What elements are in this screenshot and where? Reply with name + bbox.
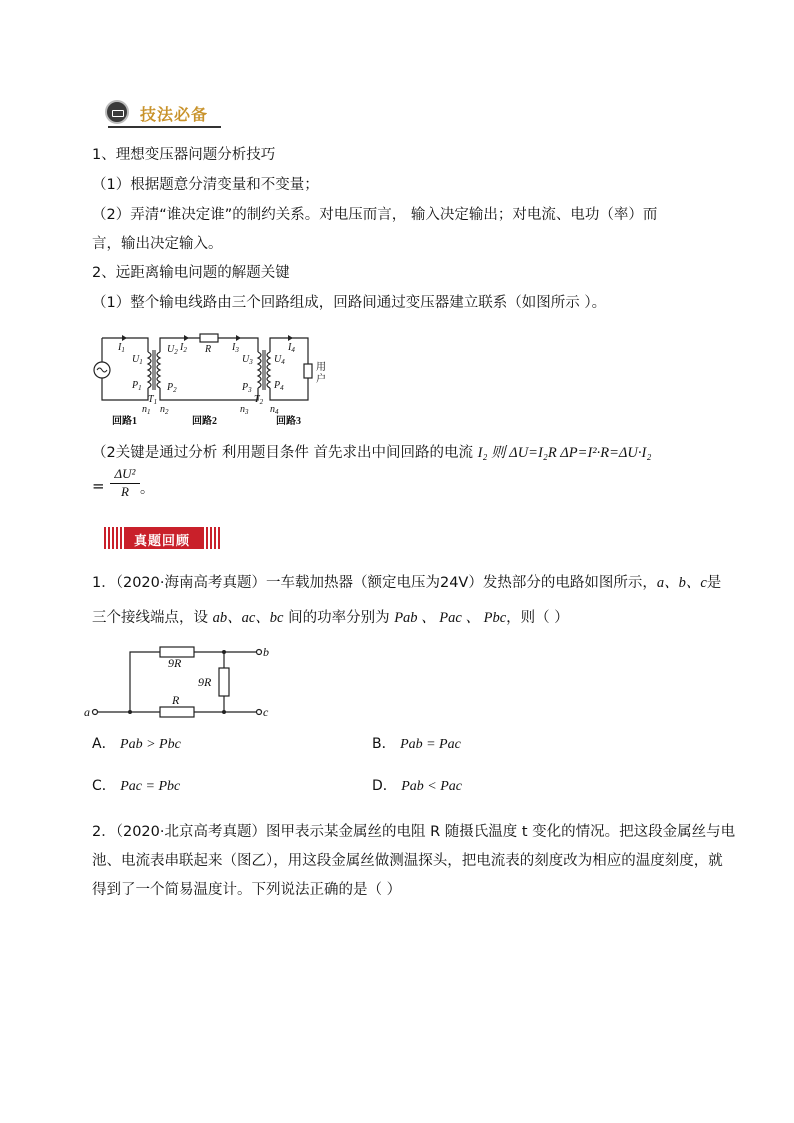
label-T2: $T_2$ [254, 394, 264, 406]
tip-2-a: （1）整个输电线路由三个回路组成，回路间通过变压器建立联系（如图所示 ）。 [92, 295, 607, 311]
terminal-a: a [84, 705, 90, 719]
section-banner-label: 真题回顾 [134, 534, 191, 549]
label-I4: $I_4$ [288, 342, 295, 354]
svg-text:户: 户 [316, 374, 326, 385]
resistor-mid-label: 9R [198, 675, 212, 689]
tip-1-b-line1: （2）弄清“谁决定谁”的制约关系。对电压而言， 输入决定输出；对电流、电功（率）而 [92, 207, 658, 223]
label-U4: $U_4$ [274, 354, 285, 366]
section-badge-icon [105, 100, 129, 124]
terminal-c: c [263, 705, 269, 719]
label-P4: $P_4$ [274, 380, 284, 392]
resistor-bottom-label: R [172, 693, 180, 707]
q2-line1: 2．（2020·北京高考真题）图甲表示某金属丝的电阻 R 随摄氏温度 t 变化的情况。把这段金属丝与电 [92, 824, 736, 840]
q1-option-b[interactable]: B． Pab = Pac [372, 736, 461, 752]
q1-option-c[interactable]: C． Pac = Pbc [92, 778, 181, 794]
q2-line2: 池、电流表串联起来（图乙），用这段金属丝做测温探头，把电流表的刻度改为相应的温度刻度，就 [92, 853, 723, 869]
label-n3: $n_3$ [240, 404, 249, 416]
label-I2: $I_2$ [180, 342, 187, 354]
tip-1-a: （1）根据题意分清变量和不变量； [92, 177, 319, 193]
label-T1: $T_1$ [148, 394, 158, 406]
tip-2-b-end: 。 [140, 481, 154, 497]
label-user: 用 [316, 362, 326, 373]
tip-2-b-fraction: $\frac{\text{ΔU²}}{R}$ [110, 466, 140, 500]
q1-option-a[interactable]: A． Pab > Pbc [92, 736, 181, 752]
q1-line2: 三个接线端点，设 ab、ac、bc 间的功率分别为 Pab 、 Pac 、 Pbc，则（ ） [92, 610, 569, 626]
loop-label-3: 回路3 [276, 416, 301, 427]
section-badge-underline [108, 126, 221, 128]
q1-heater-circuit-diagram [84, 640, 270, 725]
tip-2-title: 2、远距离输电问题的解题关键 [92, 265, 290, 281]
tip-2-b-formula: I₂ 则 ΔU=I₂R ΔP=I²·R=ΔU·I₂ [477, 445, 652, 461]
label-P3: $P_3$ [242, 382, 252, 394]
q2-line3: 得到了一个简易温度计。下列说法正确的是（ ） [92, 882, 402, 898]
label-n2: $n_2$ [160, 404, 169, 416]
tip-1-title: 1、理想变压器问题分析技巧 [92, 147, 276, 163]
label-U3: $U_3$ [242, 354, 253, 366]
label-n4: $n_4$ [270, 404, 279, 416]
power-transmission-circuit-diagram [92, 330, 352, 430]
tip-1-b-line2: 言，输出决定输入。 [92, 236, 223, 252]
section-banner [104, 527, 222, 549]
label-P2: $P_2$ [167, 382, 177, 394]
label-R: R [205, 344, 212, 355]
loop-label-2: 回路2 [192, 416, 217, 427]
label-U2: $U_2$ [167, 344, 178, 356]
resistor-top-label: 9R [168, 656, 182, 670]
label-I1: $I_1$ [118, 342, 125, 354]
section-badge-title: 技法必备 [140, 105, 209, 124]
q1-line1: 1．（2020·海南高考真题）一车载加热器（额定电压为24V）发热部分的电路如图所示，a、b、c是 [92, 575, 722, 591]
label-I3: $I_3$ [232, 342, 239, 354]
tip-2-b-eq: = [92, 477, 105, 495]
label-U1: $U_1$ [132, 354, 143, 366]
label-n1: $n_1$ [142, 404, 151, 416]
tip-2-b: （2关键是通过分析 利用题目条件 首先求出中间回路的电流 I₂ 则 ΔU=I₂R ΔP=I²·R=ΔU·I₂ [92, 445, 652, 461]
label-P1: $P_1$ [132, 380, 142, 392]
loop-label-1: 回路1 [112, 416, 137, 427]
q1-option-d[interactable]: D． Pab < Pac [372, 778, 462, 794]
terminal-b: b [263, 645, 269, 659]
